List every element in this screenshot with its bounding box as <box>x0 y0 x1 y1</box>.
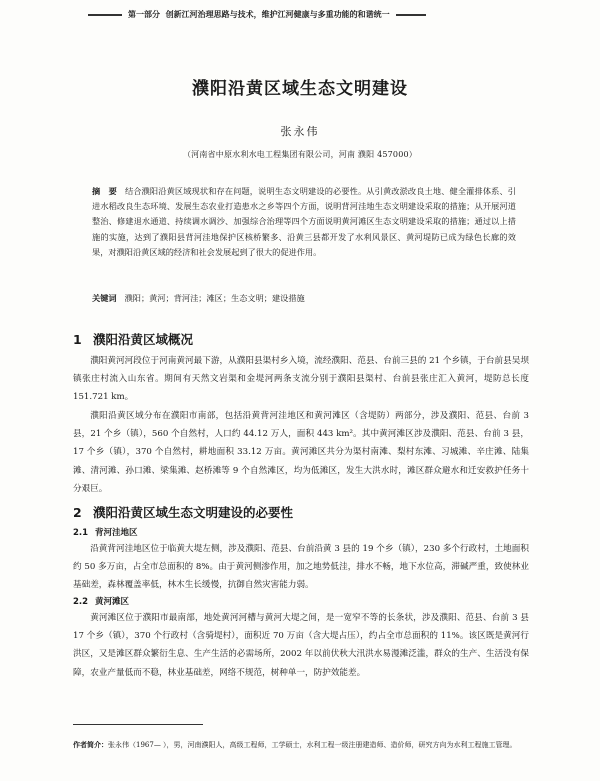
section-2-2-number: 2.2 <box>73 597 89 607</box>
header-part: 第一部分 <box>128 9 160 19</box>
section-2-title: 濮阳沿黄区域生态文明建设的必要性 <box>93 505 294 520</box>
section-2-2-title: 黄河滩区 <box>95 597 130 607</box>
section-2-heading <box>73 503 293 521</box>
article-affiliation: （河南省中原水利水电工程集团有限公司，河南 濮阳 457000） <box>182 150 418 159</box>
section-2-1-heading <box>73 526 138 538</box>
header-running-title: 创新江河治理思路与技术，维护江河健康与多重功能的和谐统一 <box>165 9 390 19</box>
keywords-text: 濮阳；黄河；背河洼；滩区；生态文明；建设措施 <box>124 293 305 303</box>
running-header <box>88 9 528 20</box>
section-1-paragraph-1: 濮阳黄河河段位于河南黄河最下游，从濮阳县渠村乡入境，流经濮阳、范县、台前三县的 21 个乡镇，于台前县吴坝镇张庄村流入山东省。期间有天然文岩渠和金堤河两条支流分别于濮阳县渠村、台前县张庄汇入黄河，堤防总长度 151.721 km。 <box>73 356 529 403</box>
abstract <box>92 184 516 260</box>
author-footnote <box>73 738 529 752</box>
footnote-label: 作者简介： <box>73 740 108 749</box>
section-1-paragraph-2: 濮阳沿黄区域分布在濮阳市南部，包括沿黄背河洼地区和黄河滩区（含堤防）两部分，涉及濮阳、范县、台前 3 县，21 个乡（镇），560 个自然村，人口约 44.12 万人，面积 443 km²。其中黄河滩区涉及濮阳、范县、台前 3 县，17 个乡（镇），370 个自然村，耕地面积 33.12 万亩。黄河滩区共分为渠村南滩、梨村东滩、习城滩、辛庄滩、陆集滩、清河滩、孙口滩、梁集滩、赵桥滩等 9 个自然滩区，均为低滩区，发生大洪水时，滩区群众避水和迁安救护任务十分艰巨。 <box>73 411 529 494</box>
abstract-text: 结合濮阳沿黄区域现状和存在问题，说明生态文明建设的必要性。从引黄改淤改良土地、健全灌排体系、引进水稻改良生态环境、发展生态农业打造患水之乡等四个方面，说明背河洼地生态文明建设采取的措施；从开展河道整治、修建退水通道、持续调水调沙、加强综合治理等四个方面说明黄河滩区生态文明建设采取的措施；通过以上措施的实施，达到了濮阳县背河洼地保护区核桥繁多、沿黄三县都开发了水利风景区、黄河堤防已成为绿色长廊的效果，对濮阳沿黄区域的经济和社会发展起到了很大的促进作用。 <box>92 186 516 257</box>
section-2-1-title: 背河洼地区 <box>95 528 138 538</box>
header-rule-left <box>88 14 122 16</box>
section-2-2-heading <box>73 595 129 607</box>
article-title: 濮阳沿黄区域生态文明建设 <box>192 79 408 99</box>
header-rule-right <box>396 14 426 16</box>
abstract-label: 摘 要 <box>92 186 117 196</box>
section-1-number: 1 <box>73 332 82 347</box>
section-2-2-paragraph: 黄河滩区位于濮阳市最南部，地处黄河河槽与黄河大堤之间，是一宽窄不等的长条状，涉及濮阳、范县、台前 3 县 17 个乡（镇），370 个行政村（含骑堤村），面积近 70 万亩（含大堤占压），约占全市总面积的 11%。该区既是黄河行洪区，又是滩区群众繁衍生息、生产生活的必需场所，2002 年以前伏秋大汛洪水易漫滩泛滥，群众的生产、生活没有保障，农业产量低而不稳，林业基础差，网络不规范，树种单一，防护效能差。 <box>73 613 529 678</box>
section-1-heading <box>73 330 193 348</box>
section-2-number: 2 <box>73 505 82 520</box>
section-2-1-paragraph: 沿黄背河洼地区位于临黄大堤左侧，涉及濮阳、范县、台前沿黄 3 县的 19 个乡（镇），230 多个行政村，土地面积约 50 多万亩，占全市总面积的 8%。由于黄河侧渗作用，加之地势低洼，排水不畅，地下水位高，滞碱严重，致使林业基础差，森林覆盖率低，林木生长缓慢，抗御自然灾害能力弱。 <box>73 544 529 591</box>
keywords <box>92 291 516 305</box>
section-1-title: 濮阳沿黄区域概况 <box>93 332 194 347</box>
footnote-text: 张永伟（1967— ），男，河南濮阳人，高级工程师，工学硕士，水利工程一级注册建造师、造价师，研究方向为水利工程施工管理。 <box>108 741 517 749</box>
keywords-label: 关键词 <box>92 293 117 303</box>
section-2-1-number: 2.1 <box>73 528 89 538</box>
footnote-divider <box>73 724 203 725</box>
article-author: 张永伟 <box>280 125 320 138</box>
